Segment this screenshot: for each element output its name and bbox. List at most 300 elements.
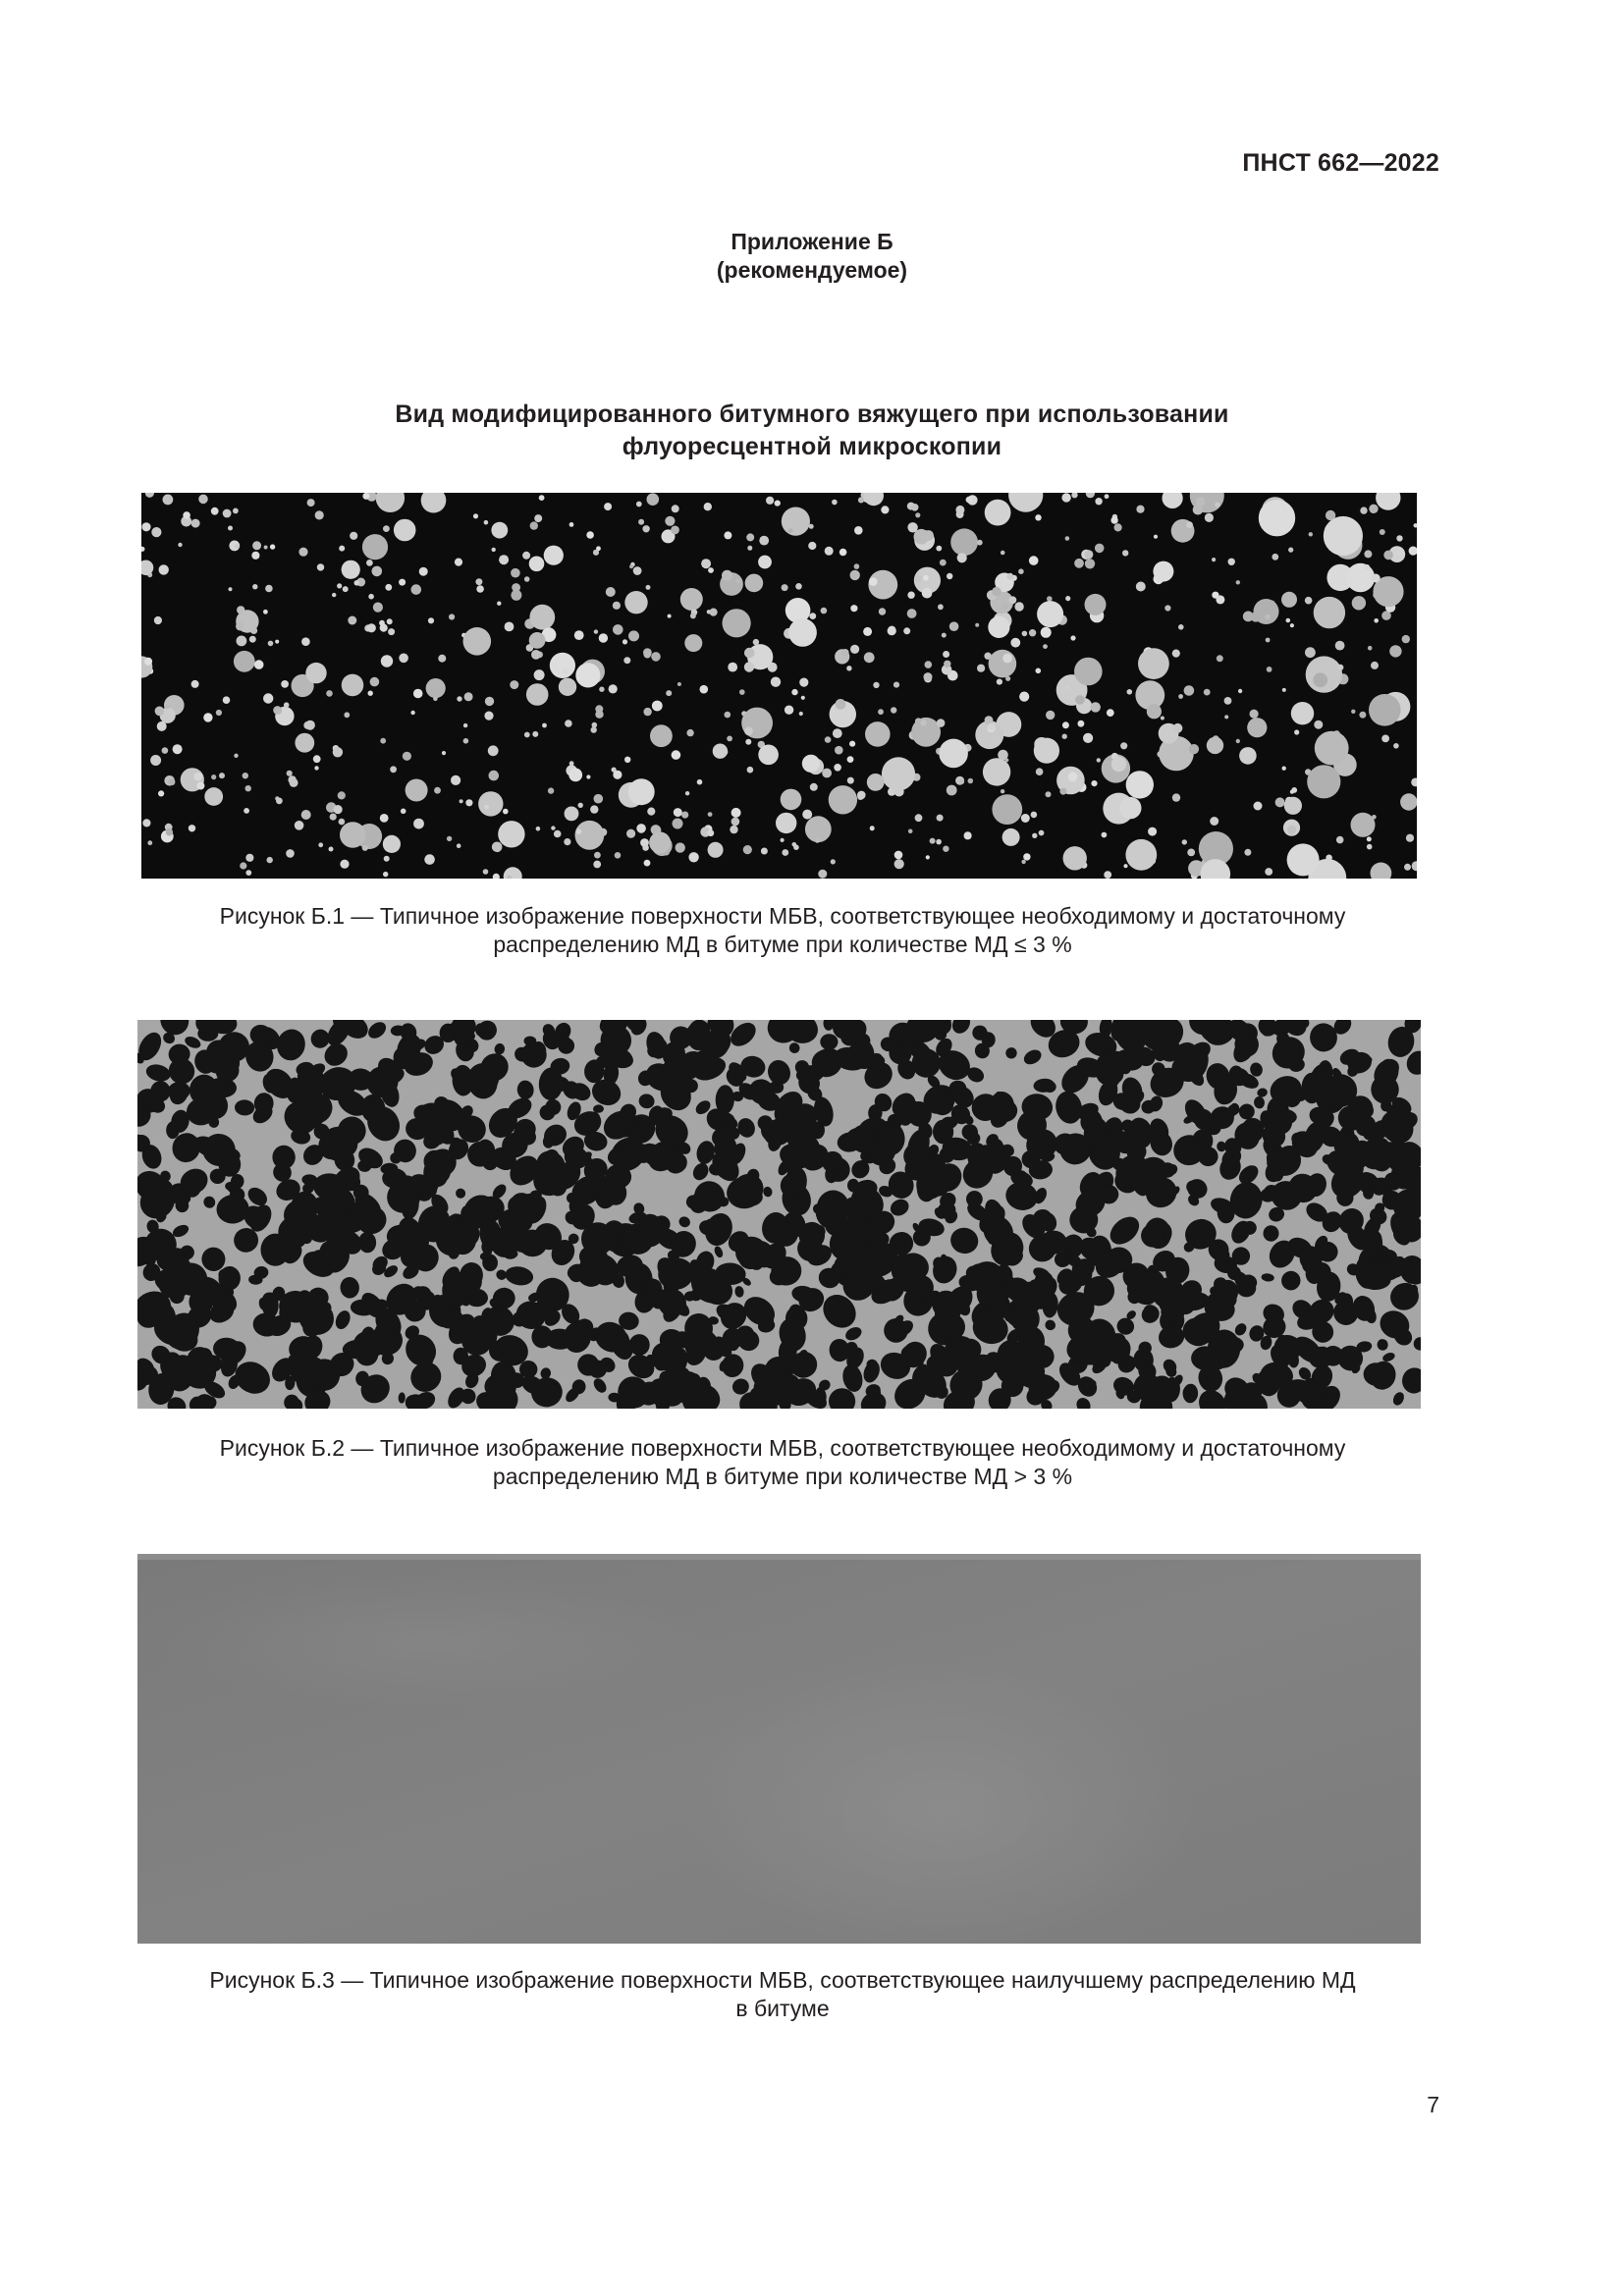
droplet [983, 758, 1010, 785]
droplet [606, 587, 616, 597]
droplet [175, 700, 184, 709]
droplet [492, 842, 503, 853]
droplet [578, 803, 583, 808]
droplet [284, 702, 290, 708]
droplet [1037, 601, 1063, 627]
droplet [1035, 514, 1041, 520]
droplet [1041, 627, 1052, 638]
droplet [802, 810, 812, 820]
droplet [1105, 494, 1110, 499]
droplet [725, 712, 731, 719]
droplet [894, 859, 904, 869]
droplet [850, 605, 857, 612]
droplet [426, 678, 446, 698]
droplet [792, 842, 797, 847]
droplet [455, 559, 462, 566]
droplet [888, 626, 896, 635]
droplet [936, 546, 942, 552]
droplet [870, 826, 875, 830]
droplet [1324, 516, 1363, 556]
droplet [947, 785, 957, 796]
droplet [384, 856, 390, 862]
droplet [766, 497, 774, 505]
droplet [915, 814, 923, 822]
droplet [1065, 596, 1070, 601]
droplet [949, 621, 959, 631]
droplet [950, 528, 978, 556]
droplet [613, 624, 623, 635]
droplet [795, 583, 802, 590]
droplet [677, 682, 681, 686]
droplet [243, 773, 248, 778]
droplet [1404, 864, 1411, 871]
droplet [1018, 568, 1024, 574]
droplet [1184, 685, 1195, 696]
droplet [1291, 702, 1314, 724]
droplet [744, 662, 754, 671]
droplet [882, 757, 915, 790]
droplet [473, 513, 478, 518]
droplet [833, 728, 842, 738]
droplet [211, 507, 219, 515]
droplet [223, 696, 231, 704]
figure-b2-caption [118, 1434, 1447, 1491]
droplet [332, 593, 336, 597]
droplet [204, 787, 223, 806]
droplet [366, 560, 373, 566]
droplet [1369, 694, 1401, 726]
droplet [1046, 711, 1055, 720]
droplet [891, 707, 896, 713]
droplet [505, 622, 514, 632]
droplet [1251, 612, 1261, 621]
droplet [1036, 668, 1042, 674]
droplet [1367, 836, 1372, 841]
figure-b2-caption-line-2: распределению МД в битуме при количестве МД > 3 % [492, 1464, 1073, 1489]
droplet [1002, 654, 1012, 664]
droplet [388, 628, 395, 635]
droplet [1224, 715, 1228, 719]
droplet [850, 570, 860, 580]
droplet [930, 838, 936, 844]
droplet [350, 532, 357, 540]
droplet [554, 830, 562, 838]
droplet [275, 708, 282, 715]
droplet [988, 616, 1009, 638]
droplet [530, 521, 538, 529]
droplet [825, 736, 832, 743]
droplet [1259, 500, 1295, 536]
droplet [155, 707, 165, 717]
droplet [925, 661, 933, 668]
droplet [484, 805, 489, 810]
droplet [457, 696, 461, 701]
droplet [1091, 780, 1097, 786]
droplet [499, 555, 509, 564]
droplet [854, 563, 860, 569]
droplet [1029, 556, 1039, 565]
droplet [380, 814, 389, 823]
droplet [781, 838, 785, 842]
droplet [1368, 646, 1373, 651]
droplet [568, 769, 582, 782]
droplet [708, 567, 714, 573]
droplet [686, 729, 693, 736]
droplet [463, 723, 467, 727]
droplet [647, 808, 655, 816]
droplet [651, 652, 661, 662]
droplet [846, 666, 851, 670]
droplet [739, 689, 745, 695]
droplet [850, 645, 859, 654]
droplet [1196, 497, 1205, 506]
droplet [565, 807, 579, 822]
droplet [574, 630, 584, 640]
droplet [723, 609, 751, 637]
droplet [671, 526, 679, 535]
droplet [998, 750, 1008, 761]
droplet [1091, 702, 1101, 712]
droplet [1314, 597, 1345, 628]
droplet [1282, 688, 1286, 692]
figure-b2-micrograph [137, 1020, 1421, 1409]
droplet [595, 711, 603, 719]
droplet [295, 733, 314, 753]
droplet [1406, 834, 1414, 842]
droplet [977, 540, 983, 546]
figure-b3-caption [118, 1966, 1447, 2023]
droplet [510, 680, 518, 689]
droplet [219, 773, 225, 778]
droplet [1212, 558, 1216, 561]
droplet [593, 550, 599, 556]
droplet [305, 721, 315, 730]
droplet [476, 585, 484, 593]
droplet [254, 660, 264, 669]
droplet [1381, 735, 1389, 743]
droplet [864, 652, 875, 663]
droplet [599, 633, 608, 642]
droplet [744, 648, 755, 659]
droplet [318, 842, 323, 847]
droplet [1136, 582, 1146, 592]
droplet [281, 680, 289, 688]
droplet [802, 755, 820, 773]
droplet [410, 711, 414, 715]
droplet [1001, 551, 1005, 556]
droplet [903, 627, 910, 634]
droplet [624, 591, 647, 614]
droplet [643, 708, 651, 716]
droplet [1351, 813, 1376, 837]
droplet [943, 651, 949, 658]
droplet [1021, 860, 1025, 864]
droplet [1367, 844, 1373, 850]
droplet [1122, 550, 1128, 556]
droplet [911, 504, 919, 511]
droplet [340, 822, 366, 848]
droplet [1244, 849, 1251, 856]
droplet [908, 829, 913, 834]
droplet [1119, 797, 1141, 819]
droplet [743, 845, 752, 854]
figure-b1-caption [118, 902, 1447, 959]
droplet [832, 500, 838, 506]
droplet [433, 697, 438, 702]
droplet [642, 844, 649, 851]
droplet [1062, 734, 1067, 739]
droplet [317, 563, 324, 570]
droplet [1039, 830, 1045, 836]
droplet [1294, 729, 1299, 734]
droplet [810, 783, 818, 791]
droplet [150, 755, 161, 766]
droplet [550, 653, 575, 678]
droplet [1078, 721, 1085, 727]
droplet [569, 522, 574, 527]
droplet [1207, 737, 1223, 754]
droplet [413, 819, 424, 829]
droplet [1006, 573, 1013, 580]
droplet [326, 690, 333, 697]
droplet [191, 680, 199, 688]
droplet [1314, 721, 1323, 729]
droplet [1360, 507, 1367, 513]
droplet [419, 567, 428, 576]
droplet [1009, 596, 1017, 604]
droplet [775, 501, 780, 506]
droplet [142, 819, 150, 827]
droplet [1059, 788, 1066, 795]
droplet [865, 721, 891, 747]
droplet [1272, 554, 1278, 561]
droplet [270, 544, 275, 549]
droplet [465, 799, 472, 806]
droplet [301, 637, 310, 646]
droplet [329, 847, 334, 852]
droplet [447, 836, 452, 841]
droplet [599, 687, 604, 692]
droplet [399, 654, 408, 664]
droplet [735, 578, 740, 583]
droplet [211, 774, 216, 779]
droplet [438, 655, 446, 663]
droplet [747, 767, 754, 774]
droplet [1005, 676, 1010, 681]
droplet [339, 546, 345, 552]
droplet [1062, 721, 1069, 728]
droplet [1068, 773, 1078, 782]
droplet [434, 787, 441, 794]
droplet [337, 583, 342, 588]
droplet [708, 842, 724, 858]
droplet [989, 650, 1017, 678]
droplet [818, 870, 827, 879]
page-number: 7 [1427, 2092, 1439, 2117]
droplet [1178, 694, 1183, 699]
droplet [713, 744, 728, 759]
droplet [268, 641, 274, 647]
droplet [1250, 710, 1259, 719]
droplet [1034, 738, 1059, 764]
droplet [761, 848, 768, 855]
droplet [252, 541, 261, 550]
droplet [169, 778, 176, 785]
droplet [1148, 828, 1157, 836]
droplet [1161, 717, 1164, 721]
droplet [624, 757, 630, 763]
droplet [636, 502, 642, 507]
droplet [834, 764, 841, 772]
droplet [1084, 550, 1093, 559]
droplet [166, 828, 173, 835]
droplet [529, 632, 546, 649]
droplet [267, 857, 273, 863]
droplet [604, 503, 612, 510]
figure-b1-caption-line-1: Рисунок Б.1 — Типичное изображение поверхности МБВ, соответствующее необходимому и достаточному [219, 903, 1346, 929]
droplet [942, 633, 947, 638]
droplet [484, 520, 489, 525]
droplet [676, 842, 685, 852]
droplet [785, 706, 793, 715]
droplet [492, 548, 496, 552]
droplet [977, 665, 985, 672]
droplet [782, 584, 788, 591]
droplet [728, 663, 737, 672]
droplet [836, 699, 846, 710]
droplet [613, 771, 622, 779]
droplet [1023, 853, 1030, 860]
droplet [233, 508, 239, 514]
droplet [343, 586, 349, 592]
droplet [1352, 596, 1366, 610]
droplet [158, 790, 164, 796]
droplet [223, 509, 232, 518]
droplet [265, 585, 273, 593]
droplet [938, 604, 944, 610]
droplet [753, 639, 759, 645]
droplet [590, 805, 598, 813]
droplet [685, 791, 689, 795]
droplet [672, 750, 681, 760]
droplet [1336, 836, 1344, 844]
droplet [879, 608, 886, 614]
droplet [697, 779, 703, 785]
droplet [245, 854, 253, 862]
droplet [463, 738, 469, 744]
droplet [542, 723, 547, 728]
droplet [650, 724, 673, 747]
droplet [894, 851, 903, 860]
droplet [387, 618, 393, 624]
droplet [688, 852, 698, 862]
section-title-line-1: Вид модифицированного битумного вяжущего при использовании [395, 400, 1229, 428]
droplet [534, 514, 542, 522]
droplet [781, 789, 802, 811]
droplet [1351, 710, 1355, 714]
droplet [1047, 596, 1053, 602]
droplet [193, 773, 202, 781]
droplet [1114, 523, 1122, 531]
droplet [1383, 551, 1393, 561]
droplet [613, 602, 621, 610]
droplet [759, 536, 769, 546]
droplet [1172, 650, 1180, 658]
figure-b3-caption-line-1: Рисунок Б.3 — Типичное изображение поверхности МБВ, соответствующее наилучшему распределению МД [209, 1967, 1356, 1993]
droplet [575, 663, 600, 687]
droplet [1286, 618, 1291, 623]
droplet [690, 613, 696, 618]
droplet [295, 821, 304, 830]
droplet [629, 564, 633, 568]
droplet [451, 775, 460, 785]
droplet [821, 608, 828, 614]
droplet [1210, 817, 1218, 826]
droplet [406, 779, 428, 802]
droplet [594, 629, 598, 633]
droplet [1014, 602, 1023, 611]
droplet [313, 755, 321, 763]
droplet [1254, 802, 1263, 811]
droplet [229, 587, 233, 591]
droplet [628, 630, 639, 641]
droplet [782, 507, 810, 536]
droplet [216, 710, 222, 716]
section-title-line-2: флуоресцентной микроскопии [622, 433, 1002, 460]
droplet [915, 512, 920, 517]
droplet [234, 651, 255, 672]
droplet [290, 778, 298, 787]
droplet [1335, 641, 1345, 651]
droplet [1046, 791, 1052, 797]
droplet [633, 566, 642, 575]
droplet [1085, 594, 1107, 615]
droplet [1189, 744, 1199, 754]
droplet [1288, 548, 1293, 553]
droplet [881, 506, 889, 513]
droplet [1153, 561, 1173, 582]
droplet [159, 564, 169, 574]
droplet [488, 745, 499, 756]
droplet [1173, 723, 1183, 733]
droplet [907, 522, 917, 532]
droplet [484, 712, 493, 721]
droplet [315, 510, 324, 519]
droplet [1065, 685, 1069, 689]
droplet [704, 503, 712, 510]
droplet [854, 526, 863, 535]
droplet [1372, 574, 1380, 583]
droplet [808, 542, 816, 550]
droplet [744, 726, 753, 735]
droplet [362, 845, 368, 851]
droplet [609, 684, 618, 693]
droplet [342, 561, 360, 579]
annex-heading [0, 228, 1624, 285]
droplet [923, 575, 929, 581]
droplet [907, 609, 917, 618]
droplet [1182, 839, 1187, 844]
droplet [825, 547, 834, 556]
droplet [464, 692, 473, 701]
droplet [1178, 624, 1184, 630]
droplet [154, 616, 162, 624]
droplet [565, 720, 572, 727]
droplet [672, 505, 679, 512]
droplet [383, 525, 390, 532]
droplet [863, 627, 872, 636]
droplet [1074, 658, 1103, 686]
